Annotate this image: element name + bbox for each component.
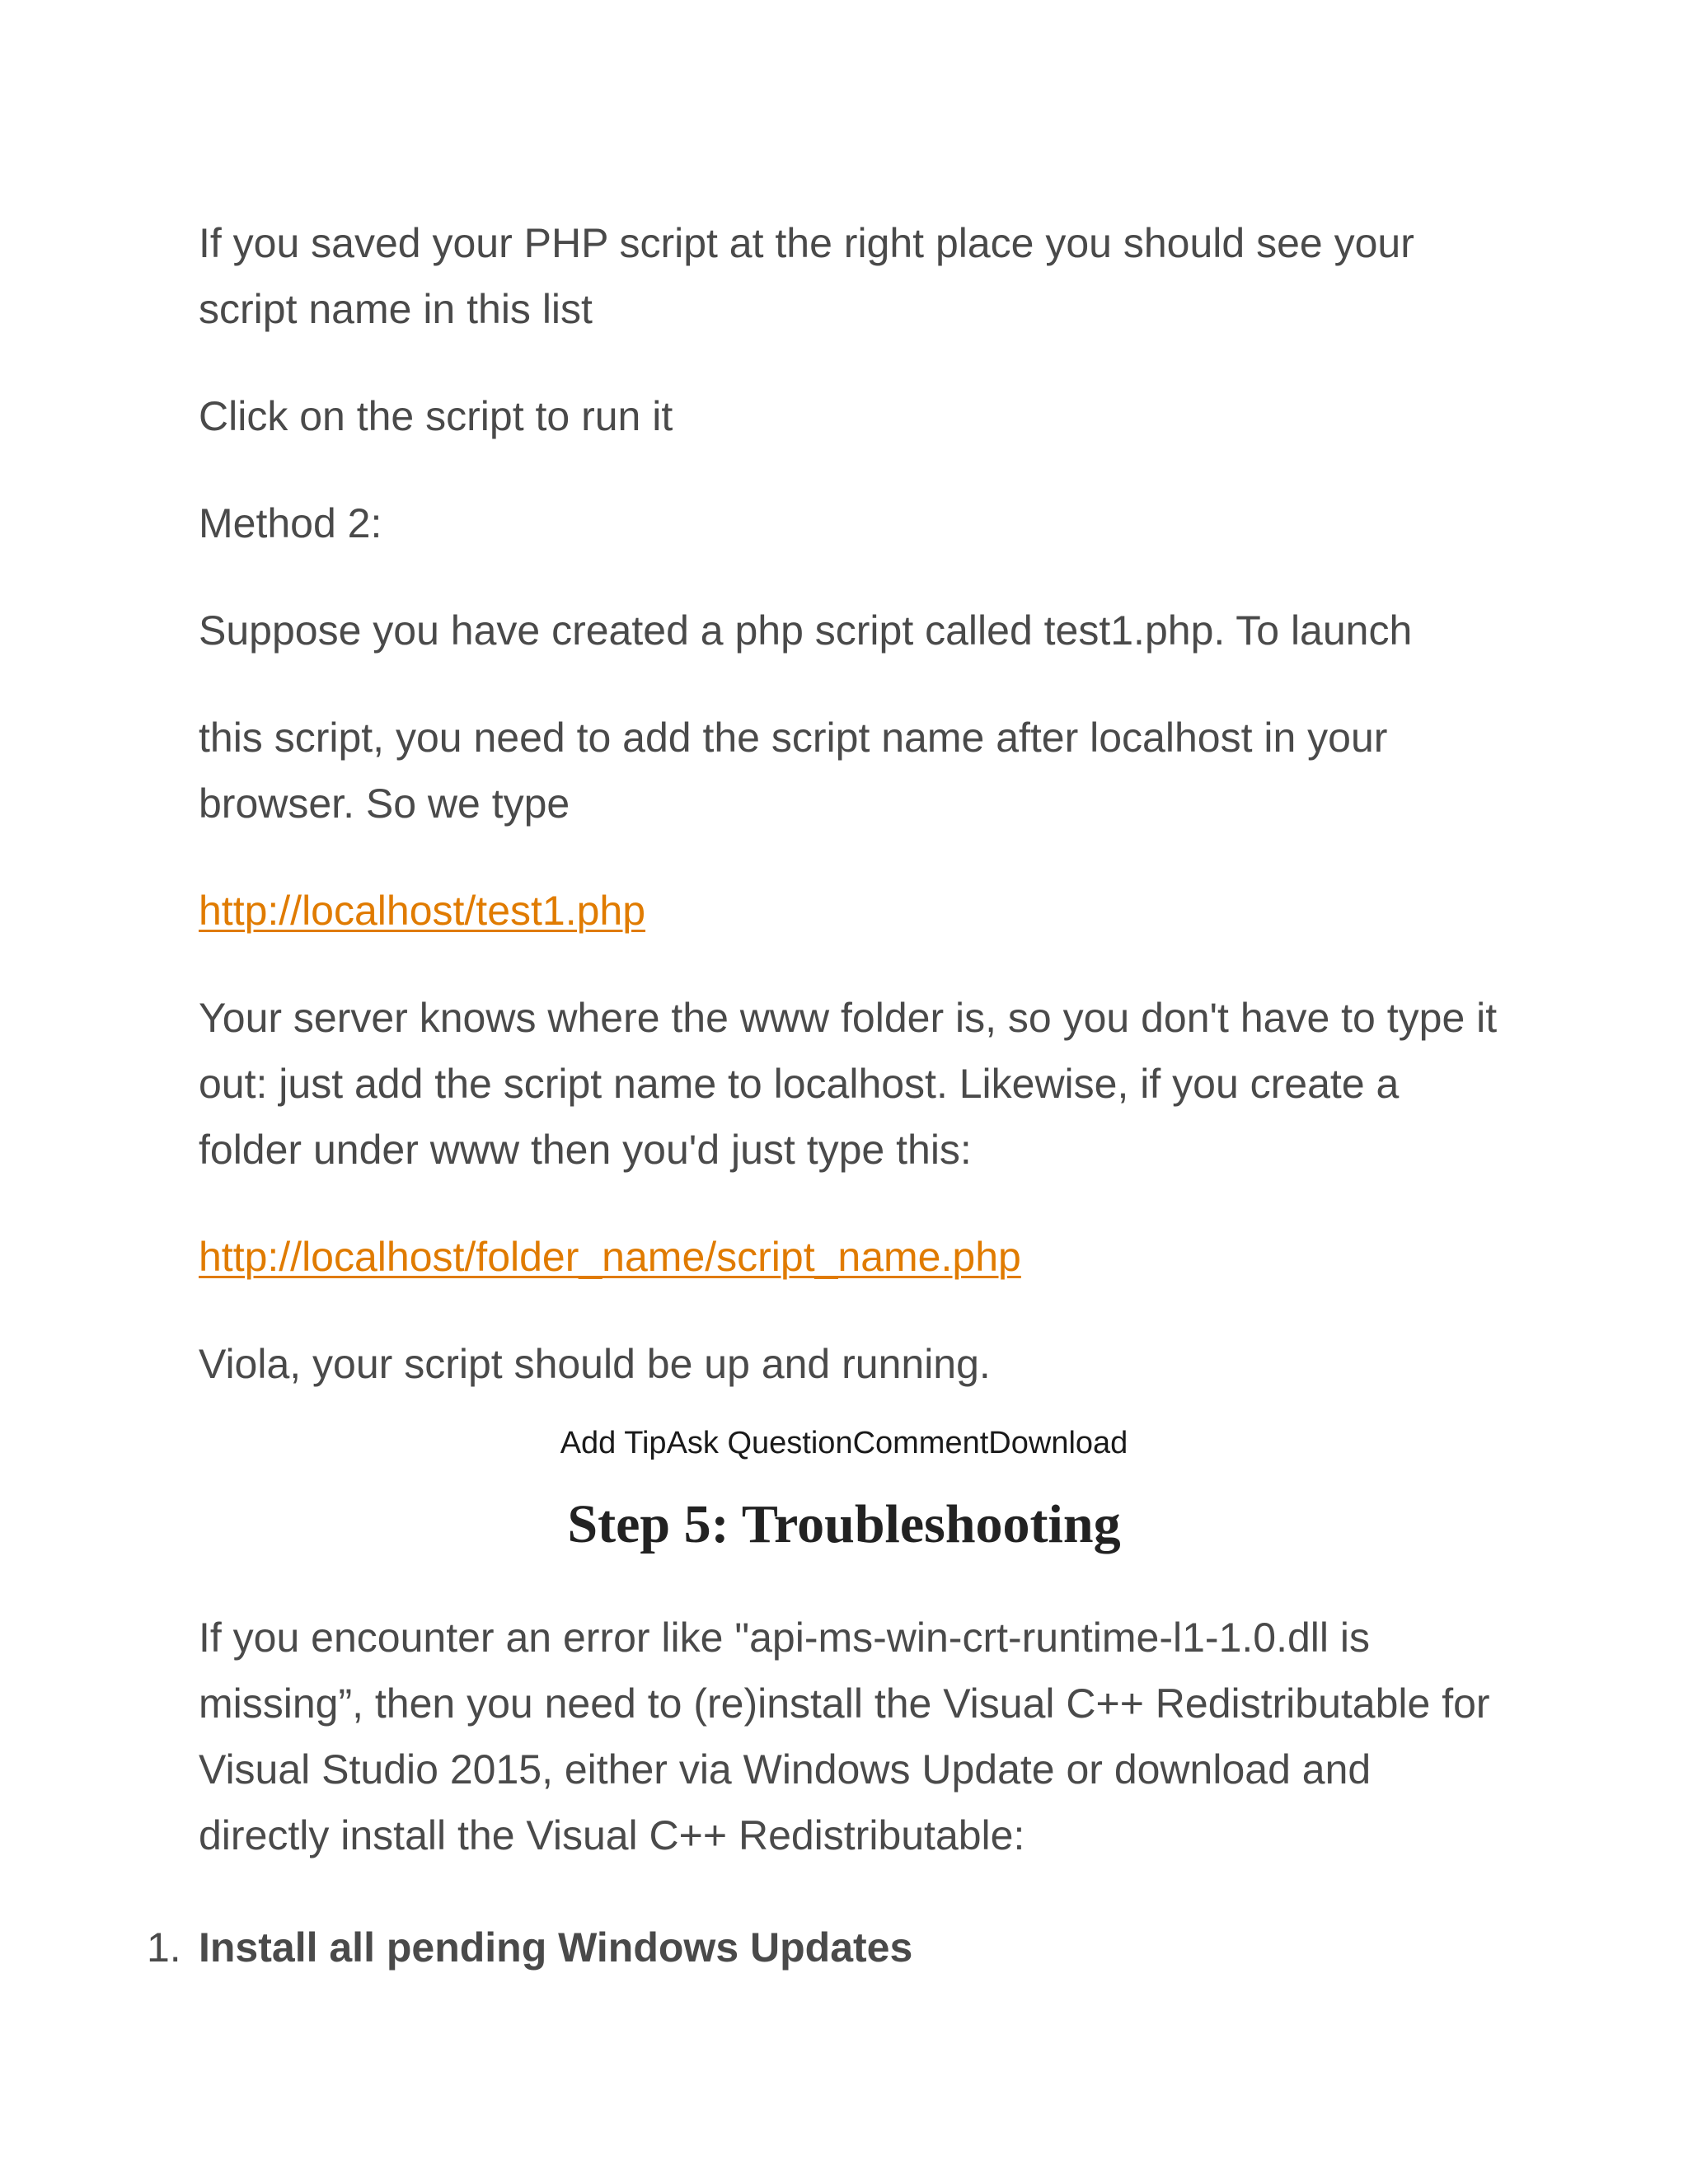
- localhost-test1-link[interactable]: http://localhost/test1.php: [199, 888, 646, 934]
- paragraph-troubleshooting: If you encounter an error like "api-ms-win-crt-runtime-l1-1.0.dll is missing”, then you need to (re)install the Visual C++ Redistributable for Visual Studio 2015, either via Windows Update or download and directly install the Visual C++ Redistributable:: [199, 1615, 1490, 1858]
- step-actions-bar: [0, 1426, 1688, 1461]
- ordered-list: [147, 1915, 912, 1980]
- ask-question-link[interactable]: Ask Question: [666, 1426, 853, 1460]
- link-paragraph-2: [199, 1224, 1501, 1290]
- comment-link[interactable]: Comment: [852, 1426, 989, 1460]
- paragraph-method-2: Method 2:: [199, 500, 382, 546]
- localhost-folder-link[interactable]: http://localhost/folder_name/script_name.php: [199, 1234, 1021, 1280]
- list-item-number: 1.: [147, 1924, 181, 1971]
- paragraph-script-list: If you saved your PHP script at the right place you should see your script name in this list: [199, 220, 1414, 332]
- paragraph-suppose: Suppose you have created a php script called test1.php. To launch: [199, 607, 1413, 654]
- paragraph-server-knows: Your server knows where the www folder is, so you don't have to type it out: just add the script name to localhost. Likewise, if you create a folder under www then you'd just type this:: [199, 995, 1498, 1173]
- step-content: [199, 1605, 1501, 1910]
- paragraph-viola: Viola, your script should be up and running.: [199, 1341, 991, 1387]
- link-paragraph-1: [199, 878, 1501, 944]
- top-content: [199, 210, 1501, 1438]
- paragraph-click-script: Click on the script to run it: [199, 393, 673, 439]
- add-tip-link[interactable]: Add Tip: [560, 1426, 667, 1460]
- paragraph-this-script: this script, you need to add the script name after localhost in your browser. So we type: [199, 715, 1388, 827]
- list-item-windows-updates: Install all pending Windows Updates: [199, 1924, 913, 1971]
- step-title: Step 5: Troubleshooting: [567, 1494, 1121, 1554]
- download-link[interactable]: Download: [988, 1426, 1128, 1460]
